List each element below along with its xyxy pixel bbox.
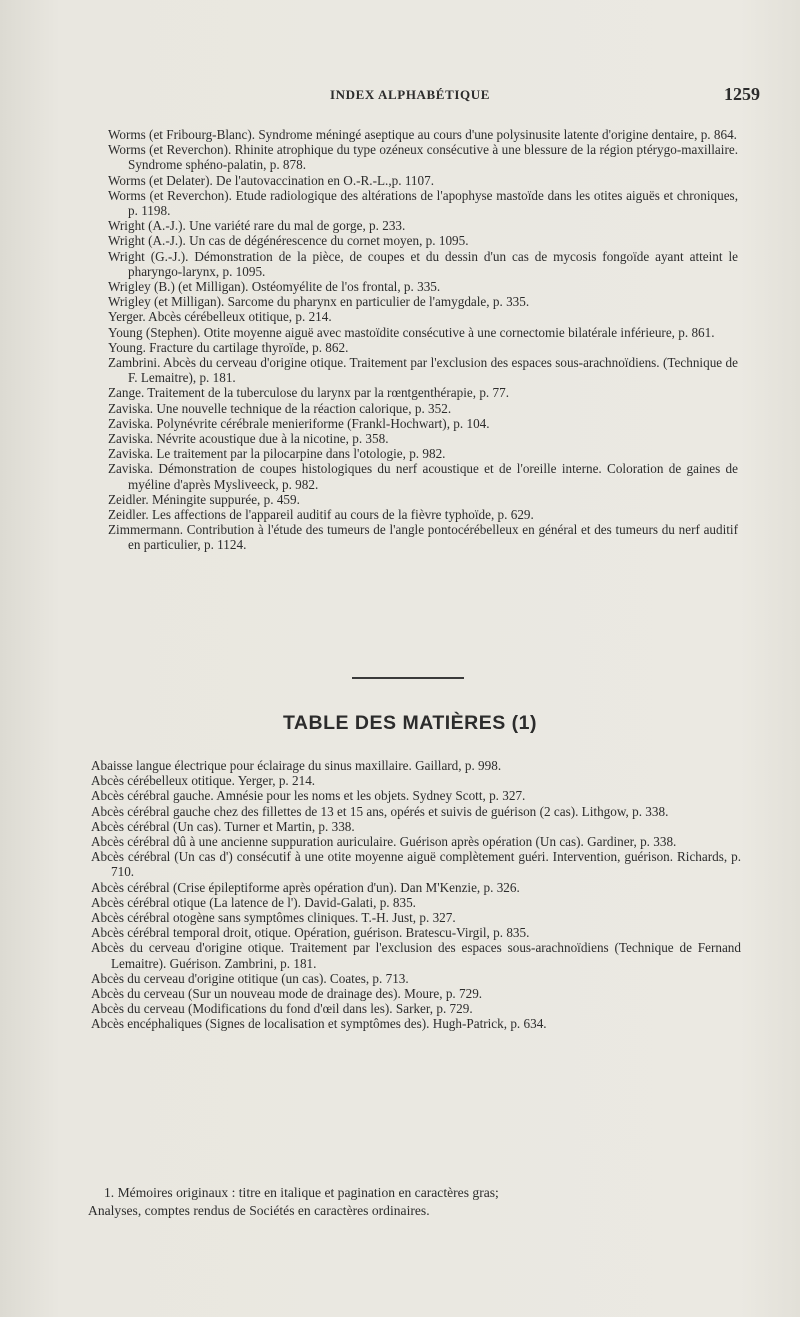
index-entry: Zaviska. Démonstration de coupes histologiques du nerf acoustique et de l'oreille interne. Coloration de gaines de myéline d'après Mysliveeck, p. 982. — [108, 461, 738, 492]
index-entry: Worms (et Delater). De l'autovaccination en O.-R.-L.,p. 1107. — [108, 172, 435, 188]
index-entry: Yerger. Abcès cérébelleux otitique, p. 214. — [108, 309, 332, 325]
toc-entry: Abcès du cerveau (Modifications du fond d'œil dans les). Sarker, p. 729. — [91, 1001, 473, 1017]
toc-entry: Abcès cérébral (Crise épileptiforme après opération d'un). Dan M'Kenzie, p. 326. — [91, 879, 520, 895]
index-section — [108, 127, 738, 553]
index-entry: Zaviska. Le traitement par la pilocarpine dans l'otologie, p. 982. — [108, 446, 446, 462]
index-entry: Wright (G.-J.). Démonstration de la pièce, de coupes et du dessin d'un cas de mycosis fongoïde ayant atteint le pharyngo-larynx, p. 1095. — [108, 248, 738, 279]
toc-entry: Abcès cérébral otique (La latence de l'). David-Galati, p. 835. — [91, 894, 416, 910]
toc-entry: Abcès cérébral gauche. Amnésie pour les noms et les objets. Sydney Scott, p. 327. — [91, 788, 526, 804]
running-title: INDEX ALPHABÉTIQUE — [330, 87, 490, 102]
index-entry: Young. Fracture du cartilage thyroïde, p. 862. — [108, 339, 349, 355]
index-entry: Wrigley (B.) (et Milligan). Ostéomyélite de l'os frontal, p. 335. — [108, 279, 441, 295]
footnote-line: Analyses, comptes rendus de Sociétés en caractères ordinaires. — [88, 1203, 430, 1218]
index-entry: Zaviska. Polynévrite cérébrale menieriforme (Frankl-Hochwart), p. 104. — [108, 415, 490, 431]
toc-entry: Abcès cérébral otogène sans symptômes cliniques. T.-H. Just, p. 327. — [91, 910, 456, 926]
toc-entry: Abaisse langue électrique pour éclairage du sinus maxillaire. Gaillard, p. 998. — [91, 758, 502, 773]
footnote — [88, 1184, 748, 1220]
toc-entry: Abcès cérébral (Un cas). Turner et Martin, p. 338. — [91, 818, 355, 834]
toc-entry: Abcès du cerveau d'origine otique. Traitement par l'exclusion des espaces sous-arachnoïdiens (Technique de Fernand Lemaitre). Guérison. Zambrini, p. 181. — [91, 940, 741, 971]
footnote-line: 1. Mémoires originaux : titre en italique et pagination en caractères gras; — [104, 1185, 499, 1200]
index-entry: Worms (et Fribourg-Blanc). Syndrome méningé aseptique au cours d'une polysinusite latente d'origine dentaire, p. 864. — [108, 127, 737, 142]
toc-entry: Abcès cérébral dû à une ancienne suppuration auriculaire. Guérison après opération (Un cas). Gardiner, p. 338. — [91, 834, 677, 850]
toc-heading: TABLE DES MATIÈRES (1) — [282, 712, 538, 734]
page-number: 1259 — [724, 84, 760, 104]
toc-section — [91, 758, 741, 1032]
toc-entry: Abcès cérébelleux otitique. Yerger, p. 214. — [91, 773, 316, 789]
toc-entry: Abcès encéphaliques (Signes de localisation et symptômes des). Hugh-Patrick, p. 634. — [91, 1016, 547, 1032]
index-entry: Zeidler. Les affections de l'appareil auditif au cours de la fièvre typhoïde, p. 629. — [108, 507, 534, 523]
section-divider — [352, 677, 464, 679]
index-entry: Wright (A.-J.). Un cas de dégénérescence du cornet moyen, p. 1095. — [108, 233, 469, 249]
index-entry: Worms (et Reverchon). Rhinite atrophique du type ozéneux consécutive à une blessure de la région ptérygo-maxillaire. Syndrome sphéno-palatin, p. 878. — [108, 142, 738, 173]
index-entry: Zaviska. Névrite acoustique due à la nicotine, p. 358. — [108, 431, 389, 447]
toc-entry: Abcès cérébral (Un cas d') consécutif à une otite moyenne aiguë complètement guéri. Intervention, guérison. Richards, p. 710. — [91, 849, 741, 880]
index-entry: Wright (A.-J.). Une variété rare du mal de gorge, p. 233. — [108, 218, 406, 234]
index-entry: Zeidler. Méningite suppurée, p. 459. — [108, 491, 300, 507]
index-entry: Zange. Traitement de la tuberculose du larynx par la rœntgenthérapie, p. 77. — [108, 385, 509, 401]
toc-entry: Abcès du cerveau (Sur un nouveau mode de drainage des). Moure, p. 729. — [91, 986, 483, 1002]
running-head — [0, 84, 800, 107]
toc-entry: Abcès du cerveau d'origine otitique (un cas). Coates, p. 713. — [91, 970, 409, 986]
index-entry: Worms (et Reverchon). Etude radiologique des altérations de l'apophyse mastoïde dans les otites aiguës et chroniques, p. 1198. — [108, 187, 738, 219]
index-entry: Young (Stephen). Otite moyenne aiguë avec mastoïdite consécutive à une cornectomie bilatérale inférieure, p. 861. — [108, 324, 715, 340]
toc-entry: Abcès cérébral gauche chez des fillettes de 13 et 15 ans, opérés et suivis de guérison (2 cas). Lithgow, p. 338. — [91, 803, 669, 819]
index-entry: Zaviska. Une nouvelle technique de la réaction calorique, p. 352. — [108, 400, 452, 416]
toc-entry: Abcès cérébral temporal droit, otique. Opération, guérison. Bratescu-Virgil, p. 835. — [91, 925, 530, 941]
index-entry: Zimmermann. Contribution à l'étude des tumeurs de l'angle pontocérébelleux en général et des tumeurs du nerf auditif en particulier, p. 1124. — [108, 522, 738, 553]
index-entry: Zambrini. Abcès du cerveau d'origine otique. Traitement par l'exclusion des espaces sous-arachnoïdiens. (Technique de F. Lemaitre), p. 181. — [108, 355, 738, 386]
index-entry: Wrigley (et Milligan). Sarcome du pharynx en particulier de l'amygdale, p. 335. — [108, 294, 530, 310]
